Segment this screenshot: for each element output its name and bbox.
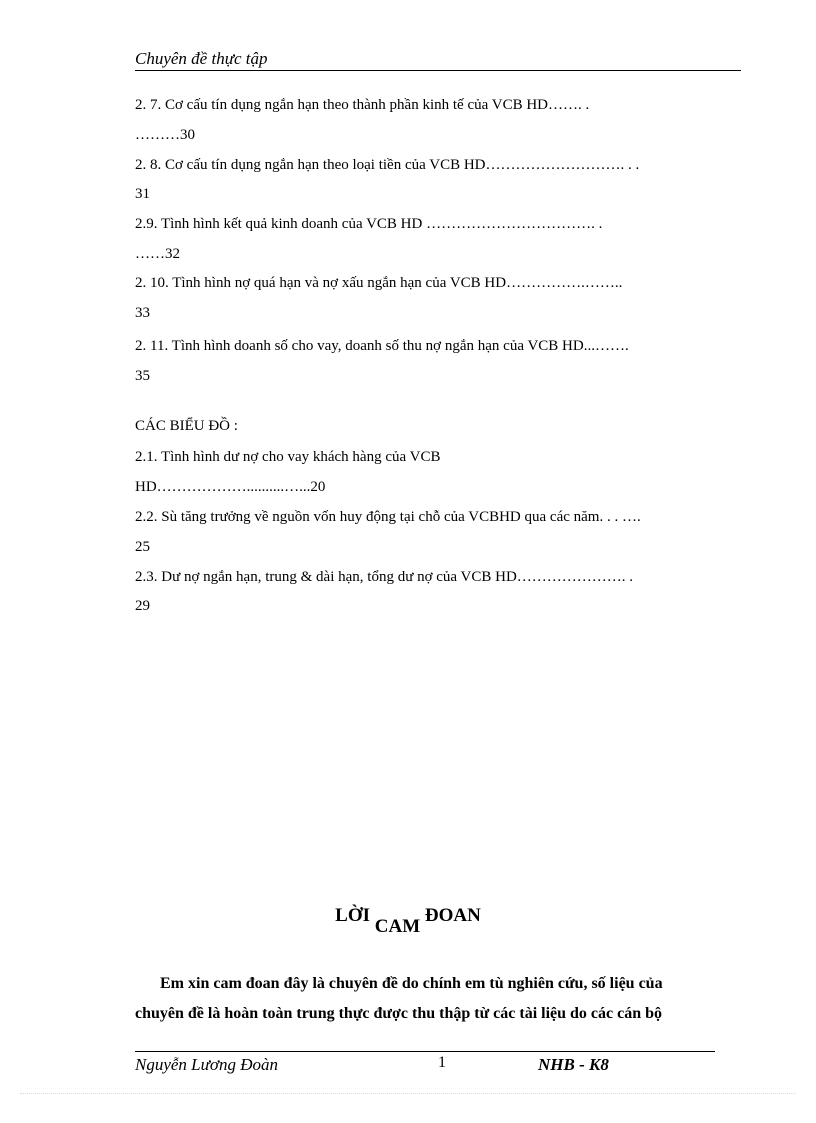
toc-entry-2-11: 2. 11. Tình hình doanh số cho vay, doanh số thu nợ ngắn hạn của VCB HD...……. [135,338,629,354]
toc-entry-2-8-page: 31 [135,186,150,202]
toc-entry-2-10: 2. 10. Tình hình nợ quá hạn và nợ xấu ngắn hạn của VCB HD…………….…….. [135,275,623,291]
chart-entry-2-3-page: 29 [135,598,150,614]
page-bottom-dotted-border [20,1093,796,1094]
footer-page-number: 1 [438,1054,446,1071]
footer-divider [135,1051,715,1052]
declaration-title-word-1: LỜI [335,905,370,926]
chart-entry-2-1: 2.1. Tình hình dư nợ cho vay khách hàng của VCB [135,449,441,465]
charts-heading: CÁC BIỂU ĐỒ : [135,418,238,434]
toc-entry-2-9-page: ……32 [135,246,180,262]
toc-entry-2-7: 2. 7. Cơ cấu tín dụng ngắn hạn theo thành phần kinh tế của VCB HD……. . [135,97,590,113]
chart-entry-2-2-page: 25 [135,539,150,555]
toc-entry-2-8: 2. 8. Cơ cấu tín dụng ngắn hạn theo loại tiền của VCB HD………………………. . . [135,157,640,173]
chart-entry-2-2: 2.2. Sù tăng trưởng về nguồn vốn huy động tại chỗ của VCBHD qua các năm. . . …. [135,509,641,525]
toc-entry-2-7-page: ………30 [135,127,195,143]
declaration-line-1: Em xin cam đoan đây là chuyên đề do chính em tù nghiên cứu, số liệu của [160,975,663,992]
declaration-title [0,905,816,937]
toc-entry-2-11-page: 35 [135,368,150,384]
chart-entry-2-3: 2.3. Dư nợ ngắn hạn, trung & dài hạn, tổng dư nợ của VCB HD…………………. . [135,569,634,585]
declaration-title-word-3: ĐOAN [424,905,481,926]
footer-author: Nguyễn Lương Đoàn [135,1055,279,1074]
running-header-title: Chuyên đề thực tập [135,49,268,68]
declaration-title-word-2: CAM [374,916,421,937]
declaration-line-2: chuyên đề là hoàn toàn trung thực được thu thập từ các tài liệu do các cán bộ [135,1005,663,1022]
header-divider [135,70,741,71]
toc-entry-2-9: 2.9. Tình hình kết quả kinh doanh của VCB HD ……………………………. . [135,216,603,232]
toc-entry-2-10-page: 33 [135,305,150,321]
chart-entry-2-1-page: HD………………..........…...20 [135,479,326,495]
footer-class-code: NHB - K8 [538,1055,609,1074]
